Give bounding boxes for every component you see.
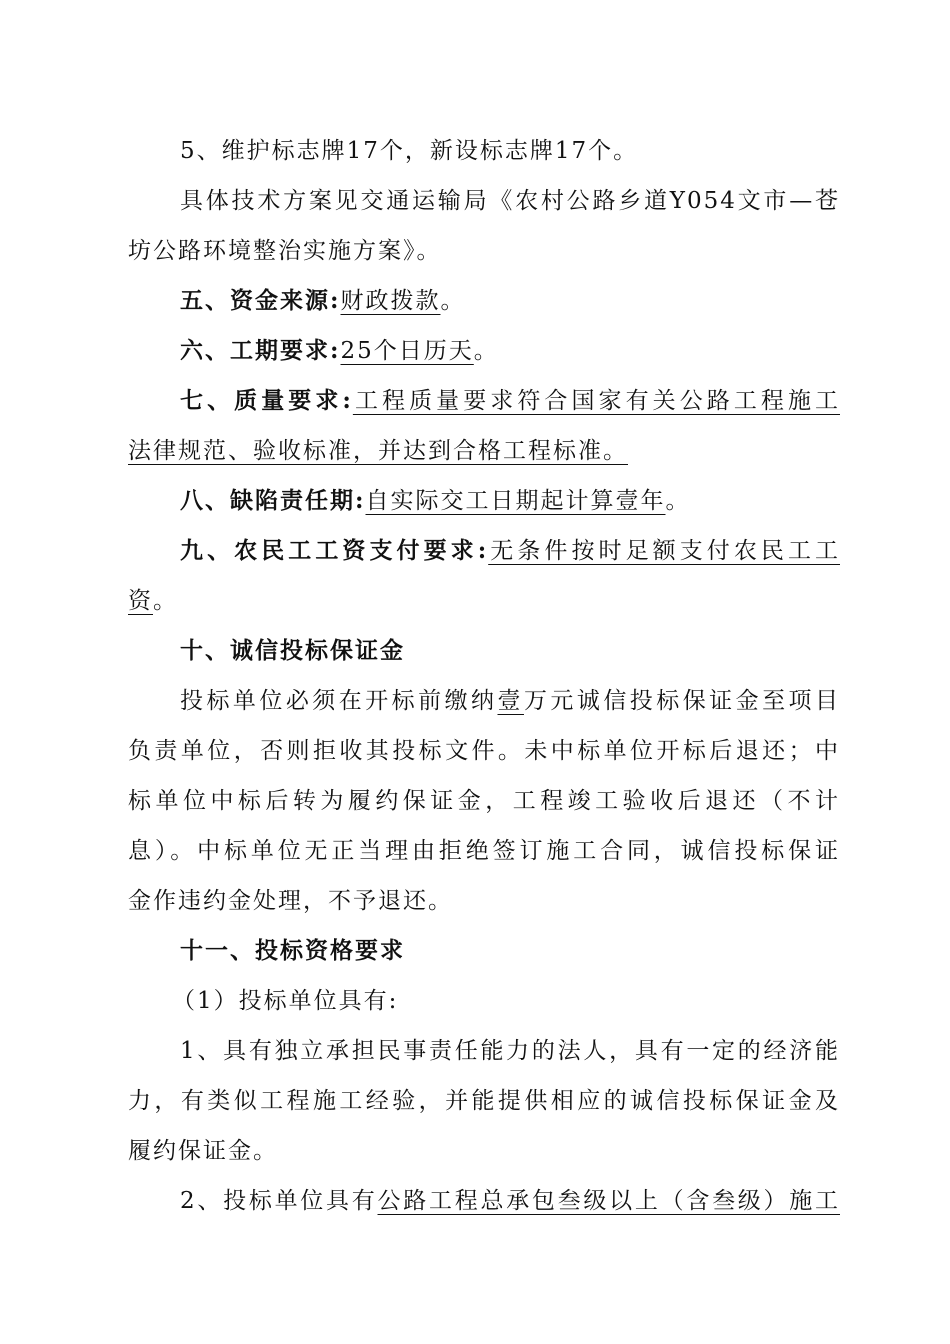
underlined-value: 资 — [128, 588, 153, 614]
underlined-value: 财政拨款 — [340, 288, 441, 314]
subsection-bidder-has: （1）投标单位具有: — [172, 988, 399, 1014]
section-funding-source — [180, 283, 840, 319]
paragraph-deposit-line5: 金作违约金处理，不予退还。 — [128, 888, 453, 914]
section-quality-line1 — [180, 383, 840, 419]
underlined-value: 法律规范、验收标准，并达到合格工程标准。 — [128, 438, 628, 464]
section-wages-line2 — [128, 583, 840, 619]
paragraph-deposit-line1 — [180, 683, 840, 719]
section-heading: 五、资金来源: — [180, 287, 341, 314]
paragraph-deposit-line2: 负责单位，否则拒收其投标文件。未中标单位开标后退还；中 — [128, 738, 840, 764]
section-qualification-heading: 十一、投标资格要求 — [180, 937, 405, 964]
paragraph-deposit-line4: 息）。中标单位无正当理由拒绝签订施工合同，诚信投标保证 — [128, 838, 840, 864]
punctuation: 。 — [473, 338, 499, 364]
underlined-value: 自实际交工日期起计算壹年 — [365, 488, 666, 514]
underlined-value: 25个日历天 — [340, 338, 474, 364]
section-wages-line1 — [180, 533, 840, 569]
requirement-1-line3: 履约保证金。 — [128, 1138, 278, 1164]
requirement-2-line1 — [180, 1183, 840, 1219]
section-duration — [180, 333, 840, 369]
section-heading: 九、农民工工资支付要求: — [180, 537, 489, 564]
punctuation: 。 — [665, 488, 691, 514]
punctuation: 。 — [153, 588, 178, 614]
requirement-1-line2: 力，有类似工程施工经验，并能提供相应的诚信投标保证金及 — [128, 1088, 840, 1114]
text-run: 2、投标单位具有 — [180, 1188, 378, 1214]
paragraph-technical-plan-line2: 坊公路环境整治实施方案》。 — [128, 238, 442, 264]
text-run: 投标单位必须在开标前缴纳 — [180, 688, 498, 714]
section-heading: 七、质量要求: — [180, 387, 353, 414]
text-run: 万元诚信投标保证金至项目 — [523, 688, 841, 714]
underlined-value: 无条件按时足额支付农民工工 — [488, 538, 840, 564]
underlined-value: 工程质量要求符合国家有关公路工程施工 — [352, 388, 840, 414]
section-bid-deposit-heading: 十、诚信投标保证金 — [180, 637, 405, 664]
section-heading: 八、缺陷责任期: — [180, 487, 366, 514]
section-defect-period — [180, 483, 840, 519]
underlined-value: 壹 — [497, 688, 524, 714]
paragraph-deposit-line3: 标单位中标后转为履约保证金，工程竣工验收后退还（不计 — [128, 788, 840, 814]
underlined-value: 公路工程总承包叁级以上（含叁级）施工 — [377, 1188, 840, 1214]
section-heading: 六、工期要求: — [180, 337, 341, 364]
paragraph-technical-plan-line1: 具体技术方案见交通运输局《农村公路乡道Y054文市—苍 — [180, 188, 840, 214]
requirement-1-line1: 1、具有独立承担民事责任能力的法人，具有一定的经济能 — [180, 1038, 840, 1064]
section-quality-line2 — [128, 433, 840, 469]
punctuation: 。 — [440, 288, 466, 314]
paragraph-item-5: 5、维护标志牌17个，新设标志牌17个。 — [180, 138, 639, 164]
